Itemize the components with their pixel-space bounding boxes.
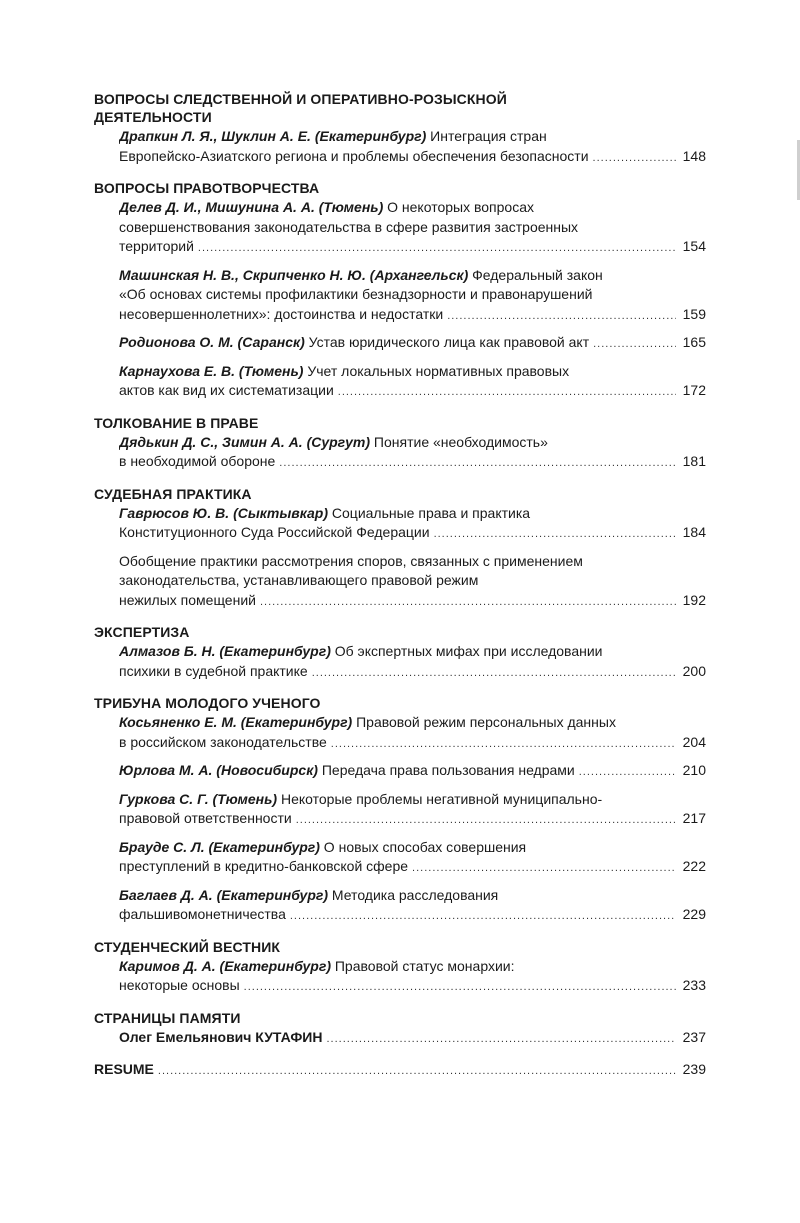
entry-title: Федеральный закон xyxy=(468,266,603,283)
entry-text xyxy=(119,761,575,781)
entry-title: Обобщение практики рассмотрения споров, связанных с применением xyxy=(119,552,583,569)
page-number: 222 xyxy=(682,858,706,874)
toc-entry xyxy=(119,790,706,831)
toc-entry xyxy=(119,433,706,474)
page-number: 172 xyxy=(682,382,706,398)
page-number: 204 xyxy=(682,733,706,750)
entry-author: Косьяненко Е. М. (Екатеринбург) xyxy=(119,714,353,730)
leader-dots xyxy=(593,149,676,169)
leader-dots xyxy=(296,811,676,831)
toc-entry xyxy=(119,761,706,783)
entry-title-end: некоторые основы xyxy=(119,977,240,993)
page-number: 192 xyxy=(682,591,706,608)
entry-last-line xyxy=(119,662,706,684)
page-number: 165 xyxy=(682,334,706,350)
leader-dots xyxy=(198,239,676,259)
entry-last-line xyxy=(119,523,706,545)
entry-title: Понятие «необходимость» xyxy=(370,433,548,450)
page-number: 184 xyxy=(682,524,706,540)
entry-title: Методика расследования xyxy=(328,886,499,903)
entry-title: Устав юридического лица как правовой акт xyxy=(304,334,590,350)
toc-entry xyxy=(119,266,706,327)
entry-last-line xyxy=(119,147,706,169)
page-number: 210 xyxy=(682,762,706,778)
entry-title: Об экспертных мифах при исследовании xyxy=(330,643,603,659)
toc-section xyxy=(94,179,706,403)
entry-title-line: «Об основах системы профилактики безнадзорности и правонарушений xyxy=(119,286,593,302)
resume-label: RESUME xyxy=(94,1061,154,1077)
toc-section xyxy=(94,623,706,683)
section-title: ТОЛКОВАНИЕ В ПРАВЕ xyxy=(94,414,259,431)
page-number: 148 xyxy=(682,147,706,164)
toc-section xyxy=(94,1009,706,1050)
entry-author: Драпкин Л. Я., Шуклин А. Е. (Екатеринбург) xyxy=(119,128,427,144)
leader-dots xyxy=(326,1030,676,1050)
toc-entry xyxy=(119,642,706,683)
entry-title-end: Европейско-Азиатского региона и проблемы обеспечения безопасности xyxy=(119,147,589,164)
entry-first-line xyxy=(119,127,706,147)
entry-text xyxy=(119,333,589,353)
entry-author: Дядькин Д. С., Зимин А. А. (Сургут) xyxy=(119,433,371,450)
page-number: 159 xyxy=(682,305,706,322)
entry-last-line xyxy=(119,452,706,474)
entry-last-line xyxy=(119,591,706,613)
toc-entry xyxy=(119,362,706,403)
entry-author: Алмазов Б. Н. (Екатеринбург) xyxy=(119,643,331,659)
page-number: 200 xyxy=(682,662,706,679)
entry-last-line xyxy=(119,976,706,998)
entry-title-end: актов как вид их систематизации xyxy=(119,382,334,398)
entry-title-end: психики в судебной практике xyxy=(119,662,308,679)
section-title: ДЕЯТЕЛЬНОСТИ xyxy=(94,109,212,125)
leader-dots xyxy=(434,525,676,545)
section-title: СТРАНИЦЫ ПАМЯТИ xyxy=(94,1009,241,1026)
entry-last-line xyxy=(119,305,706,327)
entry-first-line xyxy=(119,266,706,286)
entry-title-end: несовершеннолетних»: достоинства и недостатки xyxy=(119,305,444,322)
entry-author: Карнаухова Е. В. (Тюмень) xyxy=(119,362,304,379)
entry-author: Юрлова М. А. (Новосибирск) xyxy=(119,762,318,778)
leader-dots xyxy=(412,859,676,879)
entry-author: Родионова О. М. (Саранск) xyxy=(119,334,305,350)
entry-last-line xyxy=(119,333,706,355)
entry-first-line xyxy=(119,838,706,858)
toc-section xyxy=(94,414,706,474)
toc-section xyxy=(94,90,706,168)
entry-last-line xyxy=(119,905,706,927)
toc-section xyxy=(94,694,706,927)
entry-title-end: нежилых помещений xyxy=(119,591,256,608)
leader-dots xyxy=(158,1062,676,1082)
entry-last-line xyxy=(119,381,706,403)
section-title: ЭКСПЕРТИЗА xyxy=(94,624,190,640)
section-title: СТУДЕНЧЕСКИЙ ВЕСТНИК xyxy=(94,938,281,955)
entry-last-line xyxy=(119,857,706,879)
entry-title-line: совершенствования законодательства в сфере развития застроенных xyxy=(119,218,579,235)
toc-entry xyxy=(119,552,706,613)
section-title: ВОПРОСЫ СЛЕДСТВЕННОЙ И ОПЕРАТИВНО-РОЗЫСКНОЙ xyxy=(94,91,507,107)
entry-first-line xyxy=(119,713,706,733)
leader-dots xyxy=(579,763,676,783)
entry-title-end: Конституционного Суда Российской Федерации xyxy=(119,524,430,540)
entry-author: Гуркова С. Г. (Тюмень) xyxy=(119,790,278,807)
leader-dots xyxy=(260,593,676,613)
entry-author: Гаврюсов Ю. В. (Сыктывкар) xyxy=(119,504,329,521)
leader-dots xyxy=(331,735,676,755)
entry-first-line xyxy=(119,198,706,218)
leader-dots xyxy=(593,335,676,355)
entry-first-line xyxy=(119,886,706,906)
memorial-name: Олег Емельянович КУТАФИН xyxy=(119,1028,323,1045)
leader-dots xyxy=(290,907,676,927)
page-number: 181 xyxy=(682,453,706,469)
entry-last-line xyxy=(119,1028,706,1050)
leader-dots xyxy=(447,307,676,327)
leader-dots xyxy=(312,664,676,684)
entry-title-end: в необходимой обороне xyxy=(119,453,276,469)
leader-dots xyxy=(338,383,676,403)
entry-title: Учет локальных нормативных правовых xyxy=(303,362,570,379)
toc-entry xyxy=(119,838,706,879)
entry-author: Брауде С. Л. (Екатеринбург) xyxy=(119,838,320,855)
leader-dots xyxy=(244,978,676,998)
entry-first-line xyxy=(119,552,706,572)
table-of-contents xyxy=(94,90,706,1082)
entry-title-end: правовой ответственности xyxy=(119,810,292,826)
page-number: 217 xyxy=(682,810,706,826)
section-title: ТРИБУНА МОЛОДОГО УЧЕНОГО xyxy=(94,695,321,711)
page-number: 154 xyxy=(682,238,706,254)
toc-entry xyxy=(119,886,706,927)
toc-section xyxy=(94,938,706,998)
page-number: 239 xyxy=(682,1061,706,1077)
entry-last-line xyxy=(119,761,706,783)
entry-title: Социальные права и практика xyxy=(328,504,531,521)
entry-title-line: законодательства, устанавливающего правовой режим xyxy=(119,572,479,588)
entry-author: Машинская Н. В., Скрипченко Н. Ю. (Архангельск) xyxy=(119,266,469,283)
entry-first-line xyxy=(119,362,706,382)
entry-first-line xyxy=(119,433,706,453)
toc-entry xyxy=(119,333,706,355)
entry-title: Интеграция стран xyxy=(426,128,547,144)
leader-dots xyxy=(279,454,676,474)
entry-title: Передача права пользования недрами xyxy=(317,762,575,778)
entry-author: Баглаев Д. А. (Екатеринбург) xyxy=(119,886,329,903)
entry-last-line xyxy=(119,237,706,259)
entry-title: О новых способах совершения xyxy=(319,838,527,855)
entry-title-end: в российском законодательстве xyxy=(119,733,327,750)
entry-author: Каримов Д. А. (Екатеринбург) xyxy=(119,957,331,974)
entry-title-end: фальшивомонетничества xyxy=(119,906,286,922)
resume-entry xyxy=(94,1060,706,1082)
toc-entry xyxy=(119,504,706,545)
entry-last-line xyxy=(119,809,706,831)
toc-entry xyxy=(119,198,706,259)
page-number: 229 xyxy=(682,906,706,922)
toc-section xyxy=(94,485,706,613)
toc-entry xyxy=(119,713,706,754)
entry-last-line xyxy=(119,733,706,755)
section-title: ВОПРОСЫ ПРАВОТВОРЧЕСТВА xyxy=(94,180,320,196)
page-number: 233 xyxy=(682,977,706,993)
entry-title: Некоторые проблемы негативной муниципально- xyxy=(277,790,603,807)
entry-first-line xyxy=(119,957,706,977)
entry-title: Правовой статус монархии: xyxy=(330,957,515,974)
entry-author: Делев Д. И., Мишунина А. А. (Тюмень) xyxy=(119,199,384,215)
entry-title-end: территорий xyxy=(119,238,194,254)
toc-entry xyxy=(119,127,706,168)
toc-entry xyxy=(119,1028,706,1050)
entry-title: О некоторых вопросах xyxy=(383,199,534,215)
toc-entry xyxy=(119,957,706,998)
section-title: СУДЕБНАЯ ПРАКТИКА xyxy=(94,485,252,502)
entry-title: Правовой режим персональных данных xyxy=(352,714,616,730)
entry-first-line xyxy=(119,504,706,524)
entry-text xyxy=(119,1028,322,1048)
entry-title-end: преступлений в кредитно-банковской сфере xyxy=(119,858,409,874)
entry-first-line xyxy=(119,642,706,662)
entry-first-line xyxy=(119,790,706,810)
page-number: 237 xyxy=(682,1028,706,1045)
